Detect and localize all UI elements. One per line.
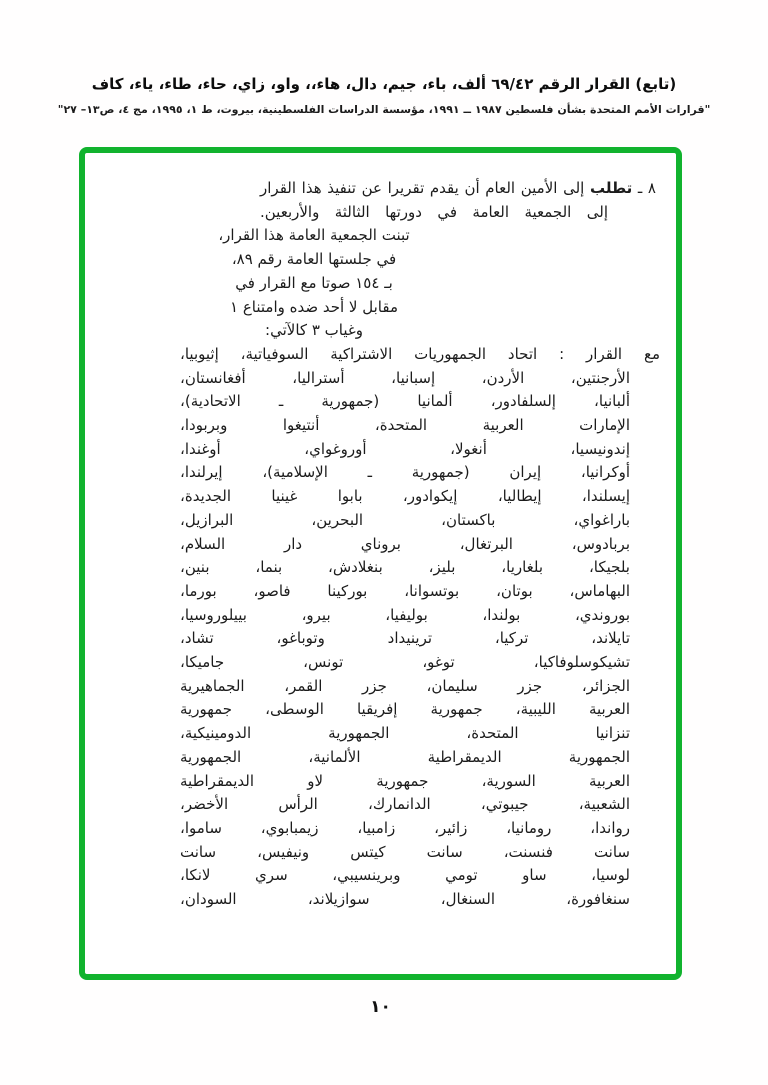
resolution-body-text: [135, 177, 660, 912]
text-line: الجمهورية الديمقراطية الألمانية، الجمهورية: [180, 747, 630, 766]
text-line: وغياب ٣ كالآتي:: [265, 321, 363, 340]
page-number: ١٠: [370, 997, 391, 1017]
text-line: أوكرانيا، إيران (جمهورية ـ الإسلامية)، إيرلندا،: [180, 463, 630, 482]
paragraph-number: ٨ ـ: [637, 179, 656, 197]
adoption-note: [195, 224, 433, 343]
paragraph-8-line-1: [260, 177, 656, 201]
paragraph-8: [260, 177, 656, 224]
text-line: البهاماس، بوتان، بوتسوانا، بوركينا فاصو، بورما،: [180, 581, 630, 600]
text-line: بربادوس، البرتغال، بروناي دار السلام،: [180, 534, 630, 553]
bold-operative-word: تطلب: [589, 179, 633, 197]
text-line: العربية الليبية، جمهورية إفريقيا الوسطى، جمهورية: [180, 700, 630, 719]
text-line: بلجيكا، بلغاريا، بليز، بنغلادش، بنما، بنين،: [180, 558, 630, 577]
text-line: لوسيا، ساو تومي وبرينسيبي، سري لانكا،: [180, 866, 630, 885]
resolution-text-box: [79, 147, 682, 980]
text-line: تبنت الجمعية العامة هذا القرار،: [218, 226, 410, 245]
text-line: تشيكوسلوفاكيا، توغو، تونس، جاميكا،: [180, 653, 630, 672]
text-line: رواندا، رومانيا، زائير، زامبيا، زيمبابوي، ساموا،: [180, 818, 630, 837]
text-line: الأرجنتين، الأردن، إسبانيا، أستراليا، أفغانستان،: [180, 368, 630, 387]
paragraph-8-line-2: إلى الجمعية العامة في دورتها الثالثة والأربعين.: [260, 202, 608, 221]
source-citation: "قرارات الأمم المتحدة بشأن فلسطين ١٩٨٧ ــ ١٩٩١، مؤسسة الدراسات الفلسطينية، بيروت، ط ١، ١٩٩٥، مج ٤، ص١٣– ٢٧": [57, 103, 711, 116]
text-line: في جلستها العامة رقم ٨٩،: [231, 250, 397, 269]
text-line: الإمارات العربية المتحدة، أنتيغوا وبربودا،: [180, 416, 630, 435]
document-header: [0, 74, 768, 116]
text-line: بوروندي، بولندا، بوليفيا، بيرو، بييلوروسيا،: [180, 605, 630, 624]
text-line: باراغواي، باكستان، البحرين، البرازيل،: [180, 510, 630, 529]
text-line: إيسلندا، إيطاليا، إيكوادور، بابوا غينيا الجديدة،: [180, 487, 630, 506]
text-line: سنغافورة، السنغال، سوازيلاند، السودان،: [180, 890, 630, 909]
vote-result-list: [180, 343, 660, 912]
resolution-title: (تابع) القرار الرقم ٦٩/٤٢ ألف، باء، جيم، دال، هاء،، واو، زاي، حاء، طاء، ياء، كاف: [91, 75, 677, 93]
text-line: تايلاند، تركيا، ترينيداد وتوباغو، تشاد،: [180, 629, 630, 648]
text-line: بـ ١٥٤ صوتا مع القرار في: [235, 273, 393, 292]
text-line: تنزانيا المتحدة، الجمهورية الدومينيكية،: [180, 724, 630, 743]
text-line: ألبانيا، إلسلفادور، ألمانيا (جمهورية ـ الاتحادية)،: [180, 392, 630, 411]
paragraph-8-text: إلى الأمين العام أن يقدم تقريرا عن تنفيذ هذا القرار: [260, 179, 585, 197]
text-line: مقابل لا أحد ضده وامتناع ١: [230, 297, 398, 316]
text-line: الجزائر، جزر سليمان، جزر القمر، الجماهيرية: [180, 676, 630, 695]
text-line: الشعبية، جيبوتي، الدانمارك، الرأس الأخضر،: [180, 795, 630, 814]
text-line: العربية السورية، جمهورية لاو الديمقراطية: [180, 771, 630, 790]
text-line: مع القرار : اتحاد الجمهوريات الاشتراكية السوفياتية، إثيوبيا،: [180, 344, 660, 363]
text-line: إندونيسيا، أنغولا، أوروغواي، أوغندا،: [180, 439, 630, 458]
text-line: سانت فنسنت، سانت كيتس ونيفيس، سانت: [180, 842, 630, 861]
